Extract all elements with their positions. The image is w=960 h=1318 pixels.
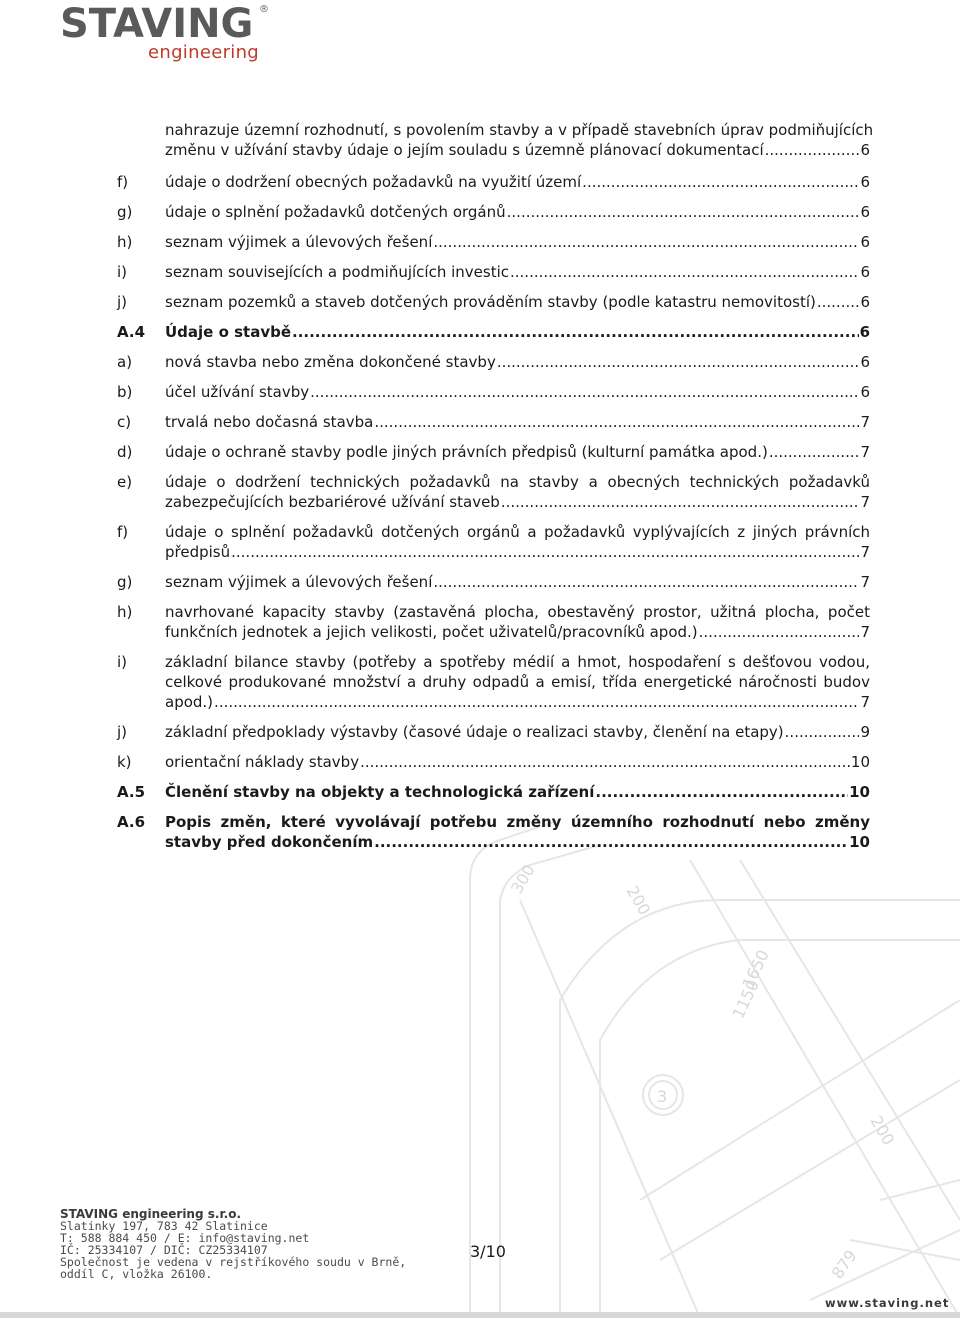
toc-leader-dots — [374, 832, 848, 852]
watermark-label: 1150 — [728, 976, 763, 1022]
toc-entry-text: stavby před dokončením — [165, 833, 374, 851]
logo-registered-mark: ® — [259, 4, 269, 15]
toc-entry-text: údaje o splnění požadavků dotčených orgánů — [165, 203, 506, 221]
footer-contact: T: 588 884 450 / E: info@staving.net — [60, 1231, 310, 1245]
toc-page-number: 10 — [850, 753, 870, 771]
toc-entry-text: základní bilance stavby (potřeby a spotřeby médií a hmot, hospodaření s dešťovou vodou, — [165, 653, 870, 671]
toc-entry-body — [165, 412, 870, 432]
toc-entry-number: g) — [117, 573, 133, 591]
toc-leader-dots — [360, 752, 850, 772]
toc-page-number: 6 — [860, 233, 870, 251]
toc-leader-dots — [292, 322, 859, 342]
toc-entry-text: seznam souvisejících a podmiňujících investic — [165, 263, 509, 281]
watermark-label: 200 — [866, 1112, 899, 1149]
toc-entry-number: f) — [117, 173, 129, 191]
toc-entry-number: f) — [117, 523, 129, 541]
toc-entry-body — [165, 652, 870, 712]
toc-page-number: 7 — [860, 623, 870, 641]
toc-entry-number: j) — [117, 293, 128, 311]
toc-entry-text: údaje o dodržení obecných požadavků na využití území — [165, 173, 582, 191]
toc-entry-body — [165, 812, 870, 852]
footer-address: Slatinky 197, 783 42 Slatinice — [60, 1219, 268, 1233]
footer-register-line-1: Společnost je vedena v rejstříkového soudu v Brně, — [60, 1255, 407, 1269]
toc-page-number: 7 — [860, 543, 870, 561]
toc-page-number: 7 — [860, 573, 870, 591]
logo-subtitle: engineering — [148, 42, 260, 63]
toc-page-number: 6 — [860, 203, 870, 221]
toc-entry-number: b) — [117, 383, 133, 401]
footer-ids: IČ: 25334107 / DIČ: CZ25334107 — [60, 1243, 268, 1257]
toc-leader-dots — [214, 692, 859, 712]
toc-leader-dots — [817, 292, 860, 312]
toc-leader-dots — [769, 442, 860, 462]
toc-entry-number: c) — [117, 413, 132, 431]
toc-entry-text: trvalá nebo dočasná stavba — [165, 413, 374, 431]
watermark-label: 3 — [657, 1087, 668, 1106]
toc-page-number: 10 — [849, 833, 870, 851]
toc-entry-body — [165, 442, 870, 462]
toc-leader-dots — [510, 262, 859, 282]
toc-entry-text: Popis změn, které vyvolávají potřebu změny územního rozhodnutí nebo změny — [165, 813, 870, 831]
toc-leader-dots — [310, 382, 859, 402]
footer-website: www.staving.net — [825, 1296, 950, 1310]
toc-entry-number: k) — [117, 753, 132, 771]
toc-entry-text: orientační náklady stavby — [165, 753, 360, 771]
toc-entry-number: A.6 — [117, 813, 146, 831]
toc-entry-body — [165, 120, 874, 160]
toc-entry-text: údaje o ochraně stavby podle jiných právních předpisů (kulturní památka apod.) — [165, 443, 768, 461]
toc-page-number: 6 — [860, 293, 870, 311]
toc-entry-text: seznam pozemků a staveb dotčených prováděním stavby (podle katastru nemovitostí) — [165, 293, 816, 311]
toc-entry-body — [165, 262, 870, 282]
logo-wordmark: STAVING — [60, 1, 254, 47]
toc-entry-text: předpisů — [165, 543, 231, 561]
toc-entry-text: seznam výjimek a úlevových řešení — [165, 233, 433, 251]
footer-company-name: STAVING engineering s.r.o. — [60, 1207, 242, 1221]
toc-entry-text: apod.) — [165, 693, 214, 711]
toc-leader-dots — [785, 722, 860, 742]
toc-entry-number: i) — [117, 653, 128, 671]
toc-leader-dots — [433, 232, 859, 252]
toc-entry-number: e) — [117, 473, 133, 491]
toc-leader-dots — [595, 782, 848, 802]
toc-entry-text: změnu v užívání stavby údaje o jejím souladu s územně plánovací dokumentací — [165, 141, 764, 159]
toc-entry-number: h) — [117, 603, 133, 621]
toc-entry-text: nová stavba nebo změna dokončené stavby — [165, 353, 496, 371]
watermark-label: 879 — [827, 1246, 861, 1283]
toc-entry-body — [165, 722, 870, 742]
toc-entry-text: údaje o dodržení technických požadavků na stavby a obecných technických požadavků — [165, 473, 870, 491]
footer-bar — [0, 1312, 960, 1318]
toc-entry-body — [165, 752, 870, 772]
toc-leader-dots — [582, 172, 859, 192]
toc-entry-text: Údaje o stavbě — [165, 323, 292, 341]
toc-entry-body — [165, 292, 870, 312]
toc-page-number: 9 — [860, 723, 870, 741]
toc-entry-body — [165, 472, 870, 512]
toc-leader-dots — [699, 622, 860, 642]
toc-page-number: 6 — [860, 141, 870, 159]
toc-entry-body — [165, 232, 870, 252]
watermark-label: 200 — [622, 882, 655, 919]
toc-page-number: 6 — [860, 353, 870, 371]
toc-entry-number: A.4 — [117, 323, 146, 341]
toc-entry-body — [165, 572, 870, 592]
toc-entry-body — [165, 322, 870, 342]
toc-page-number: 6 — [860, 263, 870, 281]
toc-page-number: 6 — [860, 383, 870, 401]
toc-entry-text: účel užívání stavby — [165, 383, 310, 401]
toc-leader-dots — [507, 202, 860, 222]
toc-entry-number: A.5 — [117, 783, 146, 801]
toc-leader-dots — [374, 412, 859, 432]
toc-entry-number: i) — [117, 263, 128, 281]
toc-entry-number: g) — [117, 203, 133, 221]
toc-page-number: 7 — [860, 693, 870, 711]
toc-entry-number: j) — [117, 723, 128, 741]
watermark-label: 1650 — [738, 946, 773, 992]
toc-page-number: 6 — [860, 173, 870, 191]
watermark-label: 300 — [507, 861, 539, 897]
toc-entry-text: základní předpoklady výstavby (časové údaje o realizaci stavby, členění na etapy) — [165, 723, 784, 741]
toc-entry-body — [165, 202, 870, 222]
toc-leader-dots — [231, 542, 859, 562]
toc-leader-dots — [497, 352, 860, 372]
toc-entry-text: celkové produkované množství a druhy odpadů a emisí, třída energetické náročnosti budov — [165, 673, 870, 691]
toc-entry-number: h) — [117, 233, 133, 251]
toc-page-number: 10 — [849, 783, 870, 801]
toc-entry-body — [165, 522, 870, 562]
toc-page-number: 7 — [860, 493, 870, 511]
toc-entry-text: nahrazuje územní rozhodnutí, s povolením stavby a v případě stavebních úprav podmiňujících — [165, 121, 874, 139]
company-logo — [60, 2, 280, 66]
toc-page-number: 6 — [859, 323, 870, 341]
toc-entry-body — [165, 382, 870, 402]
footer-register-line-2: oddíl C, vložka 26100. — [60, 1267, 213, 1281]
toc-entry-text: Členění stavby na objekty a technologická zařízení — [165, 783, 595, 801]
page-number: 3/10 — [470, 1242, 506, 1261]
toc-page-number: 7 — [860, 443, 870, 461]
toc-entry-text: funkčních jednotek a jejich velikosti, počet uživatelů/pracovníků apod.) — [165, 623, 698, 641]
toc-entry-text: seznam výjimek a úlevových řešení — [165, 573, 433, 591]
toc-entry-text: navrhované kapacity stavby (zastavěná plocha, obestavěný prostor, užitná plocha, počet — [165, 603, 870, 621]
toc-entry-number: a) — [117, 353, 133, 371]
toc-entry-text: zabezpečujících bezbariérové užívání staveb — [165, 493, 500, 511]
toc-leader-dots — [433, 572, 859, 592]
toc-entry-text: údaje o splnění požadavků dotčených orgánů a požadavků vyplývajících z jiných právních — [165, 523, 870, 541]
footer-company-info — [60, 1208, 406, 1280]
toc-entry-body — [165, 172, 870, 192]
toc-leader-dots — [765, 140, 860, 160]
toc-entry-number: d) — [117, 443, 133, 461]
toc-leader-dots — [501, 492, 860, 512]
toc-entry-body — [165, 352, 870, 372]
toc-entry-body — [165, 782, 870, 802]
toc-entry-body — [165, 602, 870, 642]
toc-page-number: 7 — [860, 413, 870, 431]
